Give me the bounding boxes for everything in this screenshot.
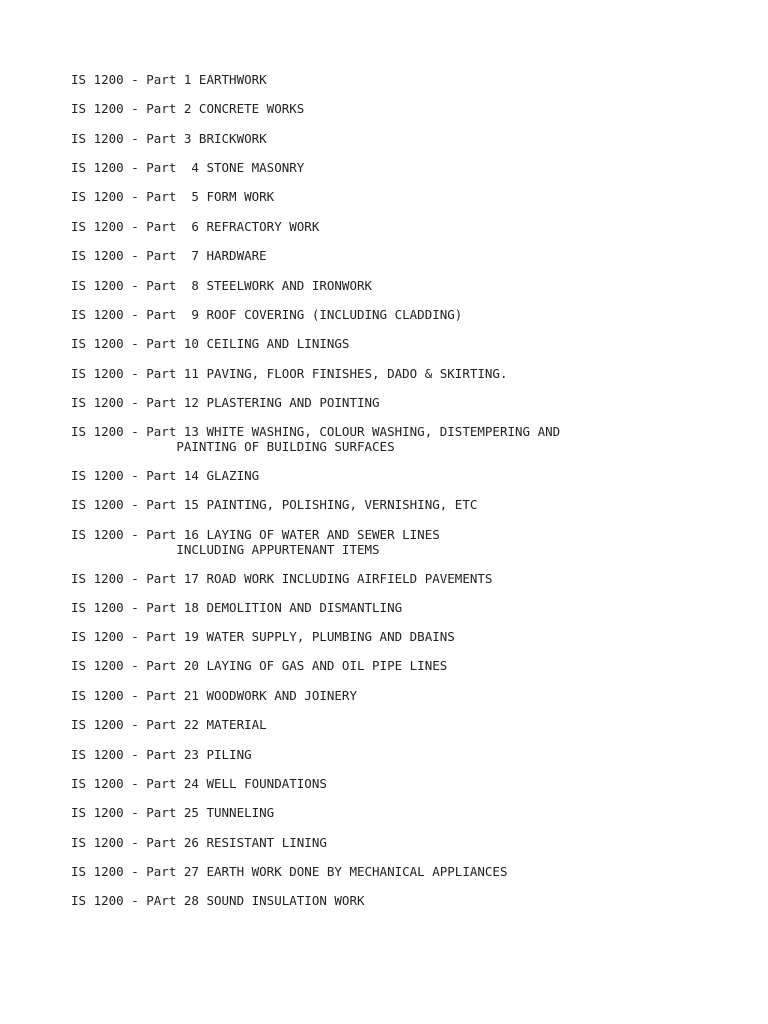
part-17-line: IS 1200 - Part 17 ROAD WORK INCLUDING AIRFIELD PAVEMENTS [71, 571, 493, 586]
part-1-line: IS 1200 - Part 1 EARTHWORK [71, 72, 267, 87]
part-26-line: IS 1200 - Part 26 RESISTANT LINING [71, 835, 327, 850]
part-7-line: IS 1200 - Part 7 HARDWARE [71, 248, 267, 263]
part-22-line: IS 1200 - Part 22 MATERIAL [71, 717, 267, 732]
part-28-line: IS 1200 - PArt 28 SOUND INSULATION WORK [71, 893, 365, 908]
part-14-line: IS 1200 - Part 14 GLAZING [71, 468, 260, 483]
part-11-line: IS 1200 - Part 11 PAVING, FLOOR FINISHES, DADO & SKIRTING. [71, 366, 508, 381]
part-18-line: IS 1200 - Part 18 DEMOLITION AND DISMANTLING [71, 600, 403, 615]
part-25-line: IS 1200 - Part 25 TUNNELING [71, 805, 275, 820]
part-16-line: IS 1200 - Part 16 LAYING OF WATER AND SEWER LINES INCLUDING APPURTENANT ITEMS [71, 527, 440, 557]
part-20-line: IS 1200 - Part 20 LAYING OF GAS AND OIL PIPE LINES [71, 658, 448, 673]
part-19-line: IS 1200 - Part 19 WATER SUPPLY, PLUMBING AND DBAINS [71, 629, 455, 644]
part-24-line: IS 1200 - Part 24 WELL FOUNDATIONS [71, 776, 327, 791]
part-4-line: IS 1200 - Part 4 STONE MASONRY [71, 160, 305, 175]
part-8-line: IS 1200 - Part 8 STEELWORK AND IRONWORK [71, 278, 373, 293]
part-27-line: IS 1200 - Part 27 EARTH WORK DONE BY MECHANICAL APPLIANCES [71, 864, 508, 879]
part-5-line: IS 1200 - Part 5 FORM WORK [71, 189, 275, 204]
part-3-line: IS 1200 - Part 3 BRICKWORK [71, 131, 267, 146]
part-9-line: IS 1200 - Part 9 ROOF COVERING (INCLUDING CLADDING) [71, 307, 463, 322]
part-21-line: IS 1200 - Part 21 WOODWORK AND JOINERY [71, 688, 357, 703]
part-6-line: IS 1200 - Part 6 REFRACTORY WORK [71, 219, 320, 234]
part-10-line: IS 1200 - Part 10 CEILING AND LININGS [71, 336, 350, 351]
part-23-line: IS 1200 - Part 23 PILING [71, 747, 252, 762]
part-2-line: IS 1200 - Part 2 CONCRETE WORKS [71, 101, 305, 116]
part-12-line: IS 1200 - Part 12 PLASTERING AND POINTING [71, 395, 380, 410]
part-15-line: IS 1200 - Part 15 PAINTING, POLISHING, VERNISHING, ETC [71, 497, 478, 512]
part-13-line: IS 1200 - Part 13 WHITE WASHING, COLOUR WASHING, DISTEMPERING AND PAINTING OF BUILDING SURFACES [71, 424, 561, 454]
